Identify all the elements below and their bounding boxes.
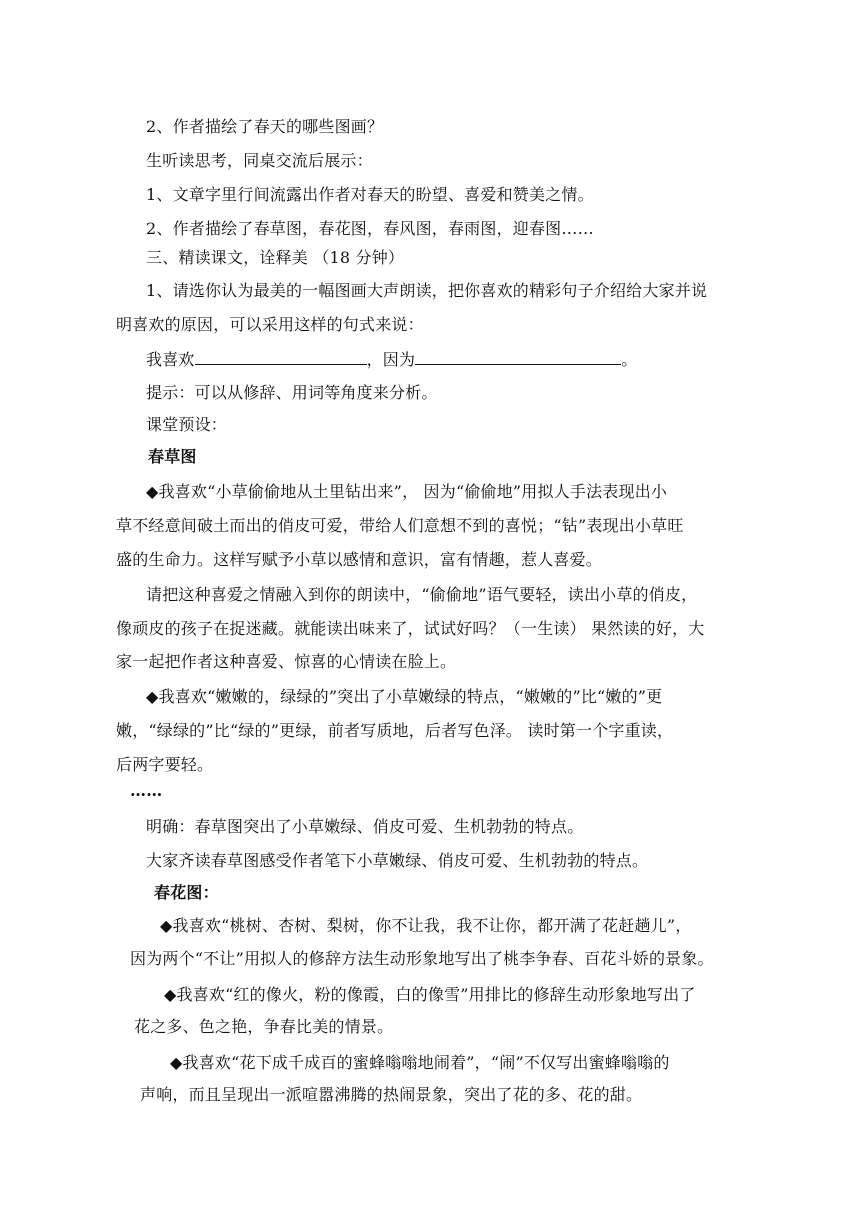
fill-in-part-3: 。 xyxy=(621,350,638,369)
spring-grass-heading: 春草图 xyxy=(148,447,197,466)
grass-para-1-line-1: ◆我喜欢“小草偷偷地从土里钻出来”， 因为“偷偷地”用拟人手法表现出小 xyxy=(146,482,668,501)
grass-para-1-line-3: 盛的生命力。这样写赋予小草以感情和意识，富有情趣，惹人喜爱。 xyxy=(116,550,603,569)
hint-line: 提示：可以从修辞、用词等角度来分析。 xyxy=(146,383,438,402)
flower-para-2-line-2: 花之多、色之艳，争春比美的情景。 xyxy=(134,1017,394,1036)
flower-para-1-line-2: 因为两个“不让”用拟人的修辞方法生动形象地写出了桃李争春、百花斗娇的景象。 xyxy=(130,949,714,968)
question-2: 2、作者描绘了春天的哪些图画？ xyxy=(146,117,384,136)
preset-heading: 课堂预设： xyxy=(146,415,228,434)
section-heading-3: 三、精读课文，诠释美 （18 分钟） xyxy=(146,248,405,267)
flower-para-2-line-1: ◆我喜欢“红的像火，粉的像霞，白的像雪”用排比的修辞生动形象地写出了 xyxy=(164,985,696,1004)
fill-in-part-2: ，因为 xyxy=(366,350,416,369)
grass-para-1-line-2: 草不经意间破土而出的俏皮可爱，带给人们意想不到的喜悦；“钻”表现出小草旺 xyxy=(116,516,684,535)
grass-para-2-line-2: 像顽皮的孩子在捉迷藏。就能读出味来了，试试好吗？（一生读） 果然读的好，大 xyxy=(116,619,705,638)
flower-para-3-line-1: ◆我喜欢“花下成千成百的蜜蜂嗡嗡地闹着”，“闹”不仅写出蜜蜂嗡嗡的 xyxy=(170,1053,670,1072)
spring-flower-heading: 春花图： xyxy=(154,883,219,902)
conclusion-line: 明确：春草图突出了小草嫩绿、俏皮可爱、生机勃勃的特点。 xyxy=(146,817,584,836)
grass-para-2-line-3: 家一起把作者这种喜爱、惊喜的心情读在脸上。 xyxy=(116,652,457,671)
fill-in-blank-2 xyxy=(415,348,621,365)
fill-in-part-1: 我喜欢 xyxy=(146,350,195,369)
answer-2: 2、作者描绘了春草图，春花图，春风图，春雨图，迎春图…… xyxy=(146,219,594,238)
grass-para-2-line-1: 请把这种喜爱之情融入到你的朗读中，“偷偷地”语气要轻，读出小草的俏皮， xyxy=(146,585,698,604)
grass-para-3-line-1: ◆我喜欢“嫩嫩的，绿绿的”突出了小草嫩绿的特点，“嫩嫩的”比“嫩的”更 xyxy=(146,687,663,706)
flower-para-1-line-1: ◆我喜欢“桃树、杏树、梨树，你不让我，我不让你，都开满了花赶趟儿”， xyxy=(160,916,692,935)
ellipsis-line: …… xyxy=(130,781,163,800)
answer-1: 1、文章字里行间流露出作者对春天的盼望、喜爱和赞美之情。 xyxy=(146,185,594,204)
task-1-line-2: 明喜欢的原因，可以采用这样的句式来说： xyxy=(116,315,424,334)
fill-in-blank-1 xyxy=(195,348,367,365)
fill-in-sentence xyxy=(146,348,637,371)
flower-para-3-line-2: 声响，而且呈现出一派喧嚣沸腾的热闹景象，突出了花的多、花的甜。 xyxy=(140,1085,643,1104)
task-1-line-1: 1、请选你认为最美的一幅图画大声朗读，把你喜欢的精彩句子介绍给大家并说 xyxy=(146,281,708,300)
instruction-line: 生听读思考，同桌交流后展示： xyxy=(146,151,373,170)
grass-para-3-line-2: 嫩，“绿绿的”比“绿的”更绿，前者写质地，后者写色泽。 读时第一个字重读， xyxy=(116,721,674,740)
grass-para-3-line-3: 后两字要轻。 xyxy=(116,755,214,774)
group-read-line: 大家齐读春草图感受作者笔下小草嫩绿、俏皮可爱、生机勃勃的特点。 xyxy=(146,851,649,870)
